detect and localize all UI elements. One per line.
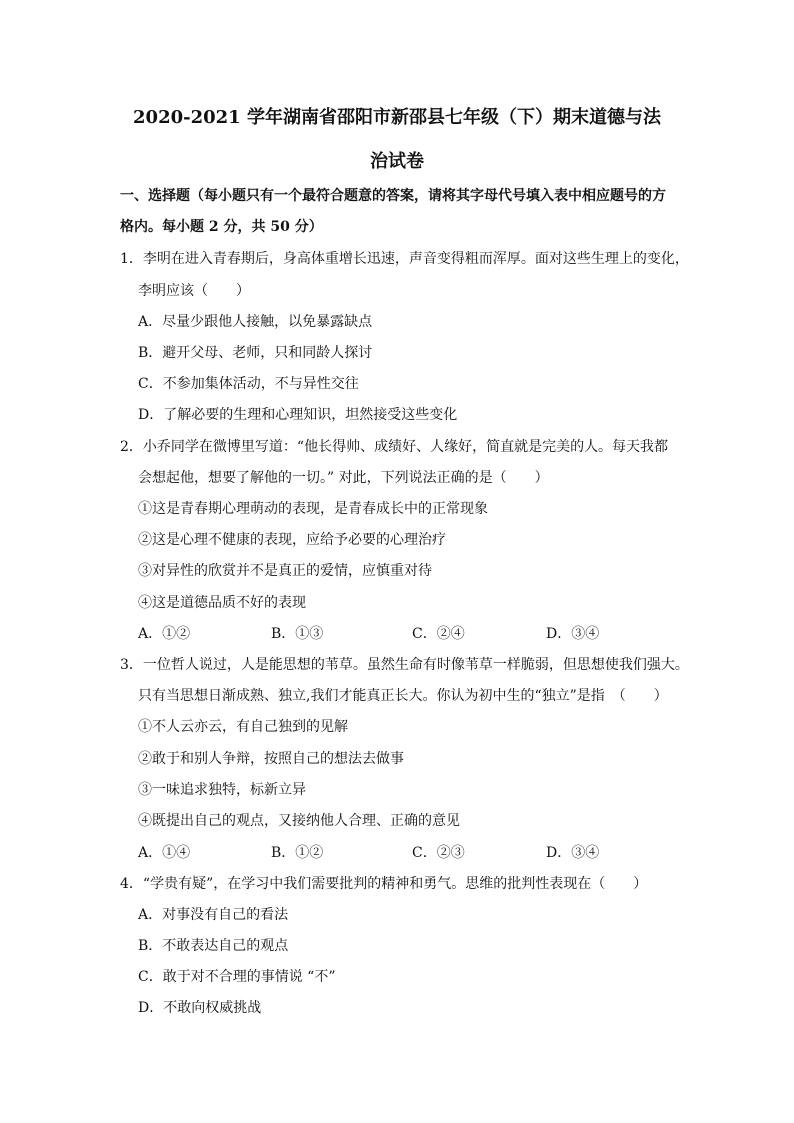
q3-option-b: B．①② [271,845,324,861]
exam-title-line2: 治试卷 [370,151,424,172]
q2-stem-line1: 2．小乔同学在微博里写道：“他长得帅、成绩好、人缘好，简直就是完美的人。每天我都 [120,439,669,455]
q4-stem-line1: 4．“学贵有疑”，在学习中我们需要批判的精神和勇气。思维的批判性表现在（ ） [120,876,648,892]
q3-option-a: A．①④ [138,845,191,861]
exam-title-line1: 2020-2021 学年湖南省邵阳市新邵县七年级（下）期末道德与法 [133,107,661,128]
q1-option-c: C．不参加集体活动，不与异性交往 [138,376,359,392]
q2-stem-line2: 会想起他，想要了解他的一切。” 对此，下列说法正确的是（ ） [138,470,549,486]
q2-option-b: B．①③ [271,626,324,642]
q2-item-3: ③对异性的欣赏并不是真正的爱情，应慎重对待 [138,563,432,579]
q1-option-a: A．尽量少跟他人接触，以免暴露缺点 [138,314,373,330]
q2-item-2: ②这是心理不健康的表现，应给予必要的心理治疗 [138,532,446,548]
q3-option-c: C．②③ [412,845,465,861]
q1-stem-line2: 李明应该（ ） [138,283,250,299]
q2-item-4: ④这是道德品质不好的表现 [138,595,306,611]
q3-stem-line2: 只有当思想日渐成熟、独立,我们才能真正长大。你认为初中生的“独立”是指 （ ） [138,688,668,704]
q3-stem-line1: 3．一位哲人说过，人是能思想的苇草。虽然生命有时像苇草一样脆弱，但思想使我们强大。 [120,657,689,673]
section-heading-line1: 一、选择题（每小题只有一个最符合题意的答案，请将其字母代号填入表中相应题号的方 [120,188,666,204]
q3-item-4: ④既提出自己的观点，又接纳他人合理、正确的意见 [138,813,460,829]
q4-option-d: D．不敢向权威挑战 [138,1000,262,1016]
q2-option-d: D．③④ [546,626,600,642]
q3-item-2: ②敢于和别人争辩，按照自己的想法去做事 [138,751,404,767]
q2-item-1: ①这是青春期心理萌动的表现，是青春成长中的正常现象 [138,501,488,517]
q2-option-a: A．①② [138,626,191,642]
q3-item-1: ①不人云亦云，有自己独到的见解 [138,719,348,735]
section-heading-line2: 格内。每小题 2 分，共 50 分） [120,219,323,235]
q4-option-c: C．敢于对不合理的事情说 “不” [138,969,336,985]
q1-option-d: D．了解必要的生理和心理知识，坦然接受这些变化 [138,407,458,423]
q2-option-c: C．②④ [412,626,465,642]
q4-option-b: B．不敢表达自己的观点 [138,938,289,954]
q1-stem-line1: 1．李明在进入青春期后，身高体重增长迅速，声音变得粗而浑厚。面对这些生理上的变化， [120,251,689,267]
q4-option-a: A．对事没有自己的看法 [138,907,289,923]
q1-option-b: B．避开父母、老师，只和同龄人探讨 [138,345,373,361]
q3-option-d: D．③④ [546,845,600,861]
q3-item-3: ③一味追求独特，标新立异 [138,782,306,798]
